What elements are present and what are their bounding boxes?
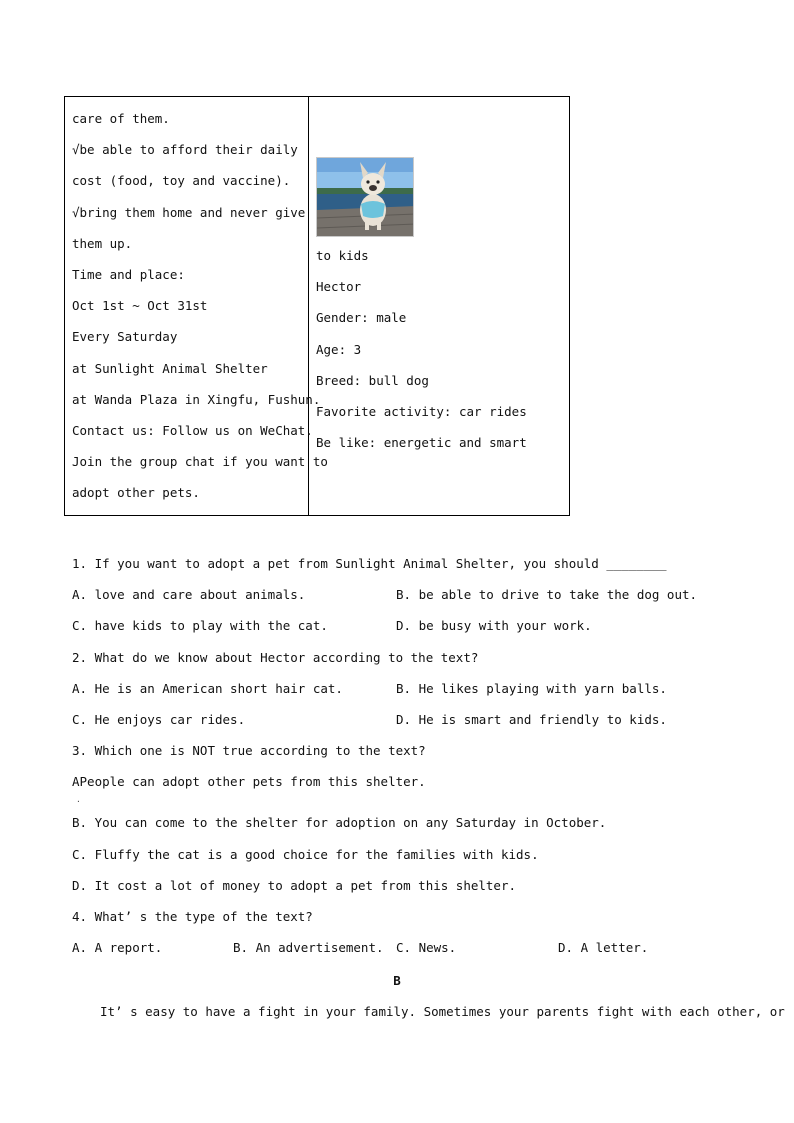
info-line: Time and place: — [72, 266, 185, 282]
option: D. be busy with your work. — [396, 618, 592, 634]
info-line: Oct 1st ~ Oct 31st — [72, 298, 208, 314]
adoption-ad-table — [64, 96, 570, 516]
question-stem: 3. Which one is NOT true according to the text? — [72, 743, 426, 759]
info-line: Join the group chat if you want to — [72, 454, 328, 470]
info-line: at Sunlight Animal Shelter — [72, 360, 268, 376]
question-stem: 2. What do we know about Hector according to the text? — [72, 649, 479, 665]
profile-line: Age: 3 — [316, 341, 362, 357]
option: A. A report. — [72, 940, 163, 956]
stray-mark: · — [76, 797, 81, 807]
option: C. News. — [396, 940, 457, 956]
profile-line: Gender: male — [316, 310, 407, 326]
info-line: Contact us: Follow us on WeChat. — [72, 422, 313, 438]
option-row: D. It cost a lot of money to adopt a pet from this shelter. — [72, 877, 517, 893]
option-row — [72, 771, 752, 812]
section-heading: B — [393, 973, 401, 988]
option: APeople can adopt other pets from this shelter. — [72, 774, 426, 790]
option-row: B. You can come to the shelter for adoption on any Saturday in October. — [72, 815, 607, 831]
option: B. An advertisement. — [233, 940, 384, 956]
question-stem: 4. What’ s the type of the text? — [72, 908, 313, 924]
option: B. be able to drive to take the dog out. — [396, 587, 698, 603]
passage-text: It’ s easy to have a fight in your family. Sometimes your parents fight with each other, or — [100, 1004, 785, 1019]
french-bulldog-icon — [317, 158, 414, 237]
option-row — [72, 937, 752, 968]
info-line: √be able to afford their daily — [72, 142, 298, 158]
shelter-info-column — [72, 108, 328, 513]
profile-line: Be like: energetic and smart — [316, 435, 527, 451]
dog-photo — [316, 157, 414, 237]
info-line: adopt other pets. — [72, 485, 200, 501]
question-stem: 1. If you want to adopt a pet from Sunlight Animal Shelter, you should ________ — [72, 556, 667, 571]
option-row — [72, 709, 752, 740]
option-row — [72, 615, 752, 646]
info-line: cost (food, toy and vaccine). — [72, 173, 291, 189]
option: C. He enjoys car rides. — [72, 711, 246, 727]
option: B. He likes playing with yarn balls. — [396, 680, 667, 696]
option: D. A letter. — [558, 940, 649, 956]
profile-line: Breed: bull dog — [316, 372, 429, 388]
question-list — [72, 553, 752, 968]
table-column-divider — [308, 97, 309, 515]
info-line: at Wanda Plaza in Xingfu, Fushun. — [72, 391, 321, 407]
info-line: √bring them home and never give — [72, 204, 306, 220]
option: C. have kids to play with the cat. — [72, 618, 328, 634]
option-row: C. Fluffy the cat is a good choice for the families with kids. — [72, 846, 539, 862]
info-line: Every Saturday — [72, 329, 178, 345]
info-line: them up. — [72, 235, 133, 251]
profile-line: to kids — [316, 248, 369, 263]
option-row — [72, 678, 752, 709]
option: A. love and care about animals. — [72, 587, 306, 603]
info-line: care of them. — [72, 111, 170, 126]
option-row — [72, 584, 752, 615]
pet-name: Hector — [316, 279, 362, 295]
option: A. He is an American short hair cat. — [72, 680, 343, 696]
profile-line: Favorite activity: car rides — [316, 403, 527, 419]
option: D. He is smart and friendly to kids. — [396, 711, 667, 727]
